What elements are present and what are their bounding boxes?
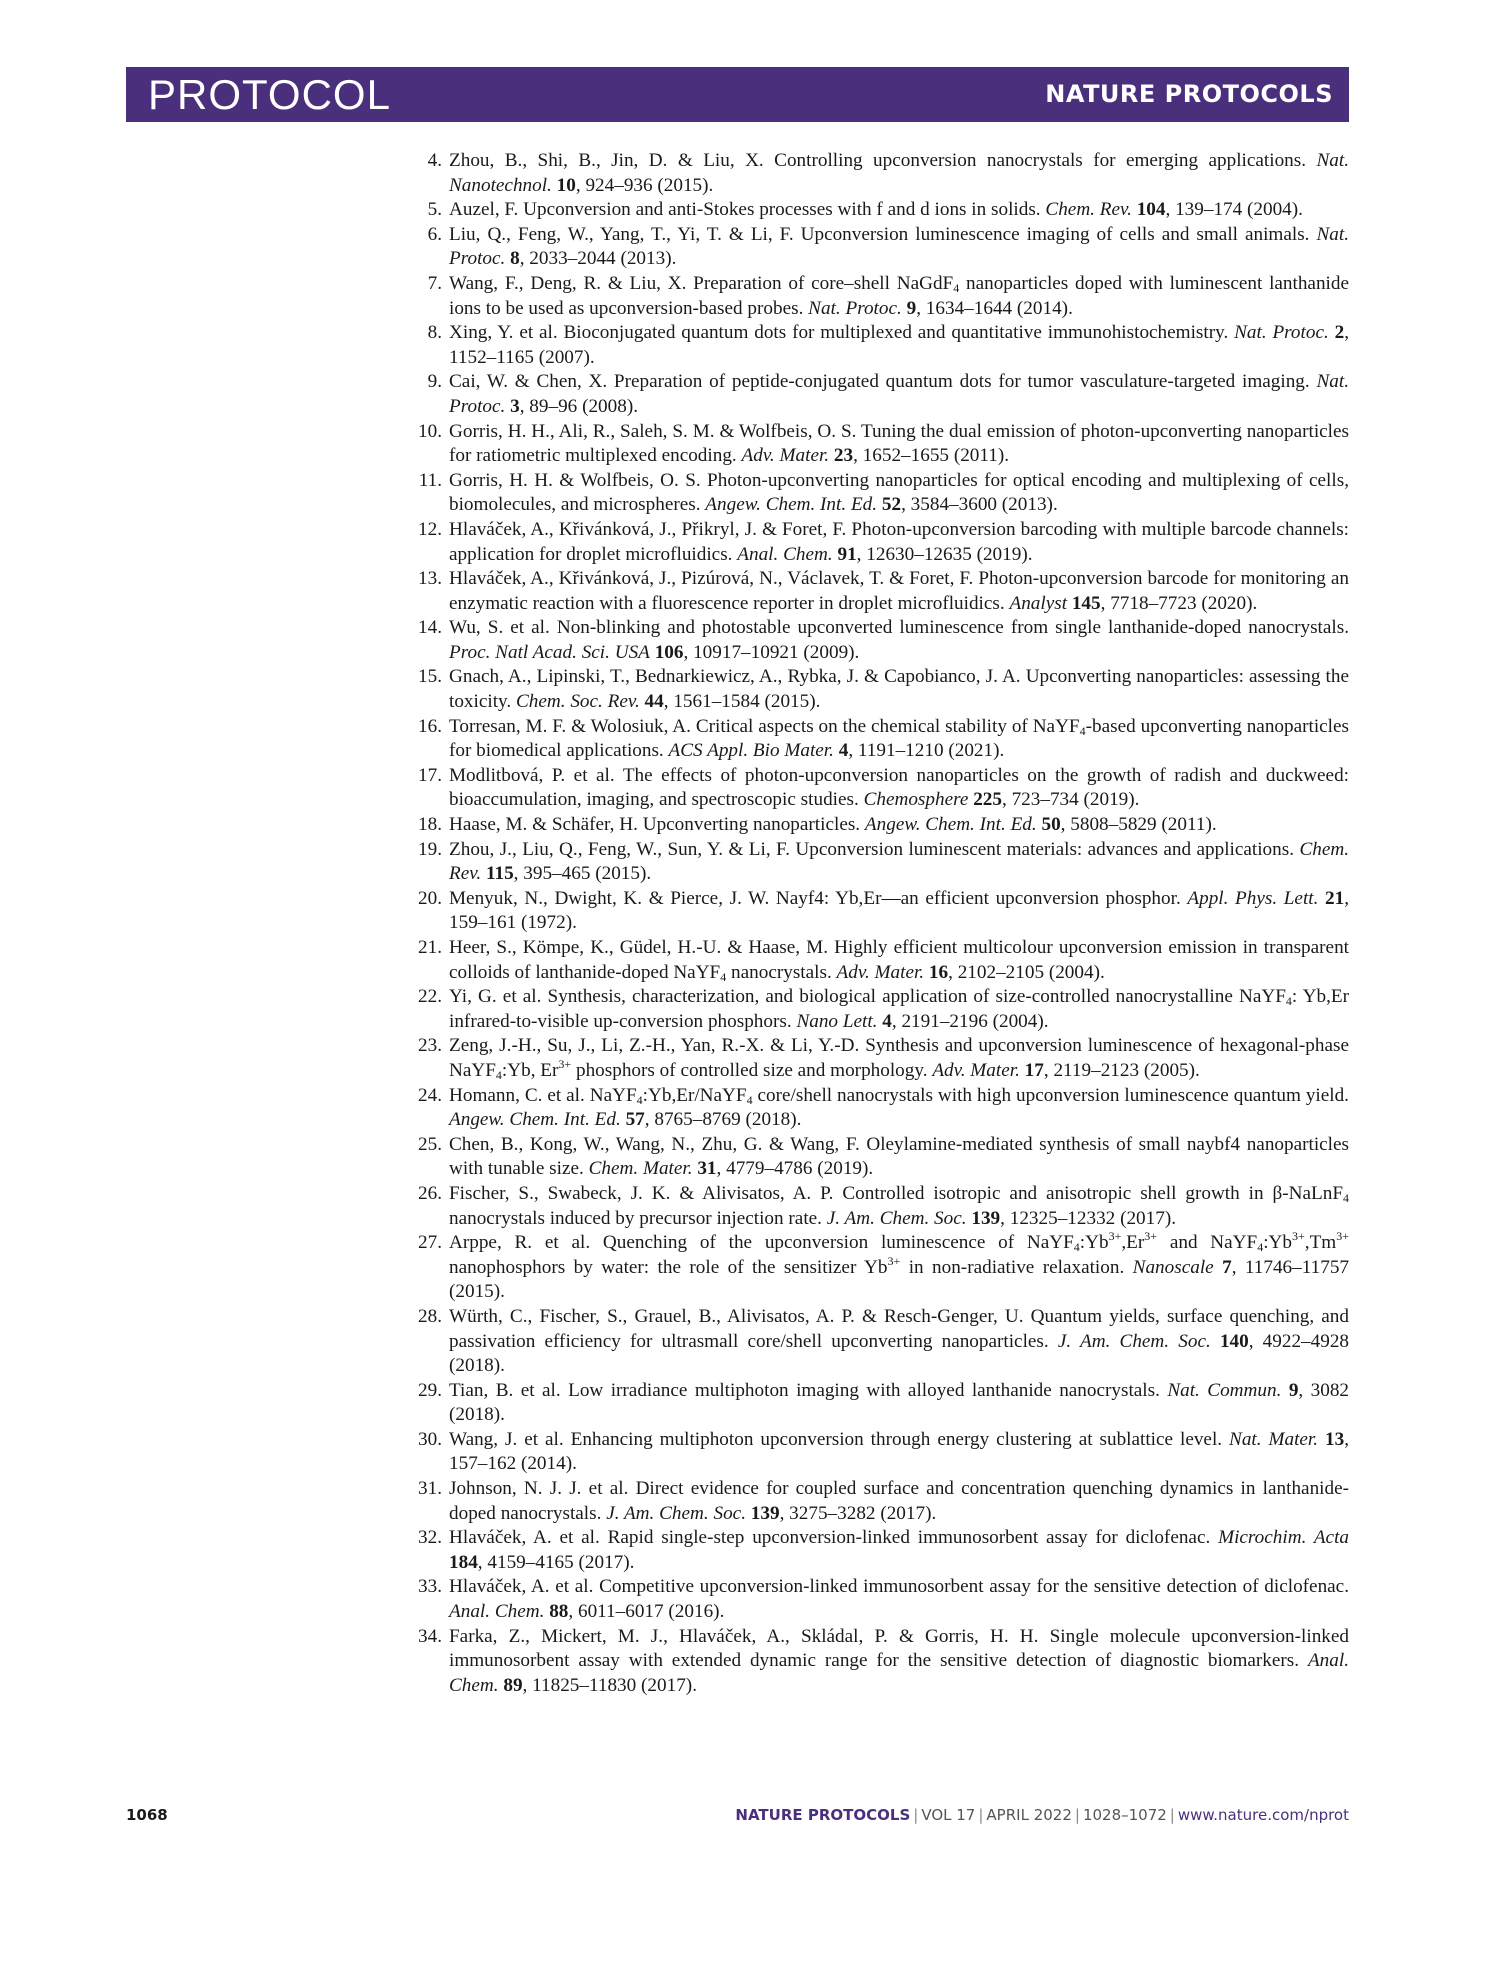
- reference-journal: Adv. Mater.: [836, 961, 925, 983]
- reference-number: 6.: [427, 223, 442, 245]
- footer-separator: |: [1169, 1806, 1175, 1824]
- reference-pages: , 11825–11830 (2017).: [522, 1674, 697, 1696]
- reference-volume: 44: [644, 691, 664, 713]
- reference-item: [420, 1428, 1349, 1477]
- reference-pages: , 2119–2123 (2005).: [1043, 1059, 1200, 1081]
- reference-pages: , 4159–4165 (2017).: [477, 1551, 635, 1573]
- reference-item: [420, 223, 1349, 272]
- reference-text: Zeng, J.-H., Su, J., Li, Z.-H., Yan, R.-X. & Li, Y.-D. Synthesis and upconversion luminescence of hexagonal-phase NaYF$_4$:Yb, $Er^{3+}$ phosphors of controlled size and morphology.: [449, 1035, 1349, 1082]
- reference-item: [420, 1379, 1349, 1428]
- footer-date: APRIL 2022: [986, 1806, 1072, 1824]
- reference-volume: 4: [838, 740, 849, 762]
- reference-journal: J. Am. Chem. Soc.: [826, 1207, 967, 1229]
- reference-item: [420, 420, 1349, 469]
- reference-volume: 13: [1325, 1428, 1345, 1450]
- reference-journal: Chem. Mater.: [588, 1158, 693, 1180]
- reference-pages: , 1652–1655 (2011).: [853, 445, 1010, 467]
- reference-number: 34.: [418, 1625, 442, 1647]
- reference-volume: 52: [881, 494, 902, 516]
- reference-pages: , 1152–1165 (2007).: [449, 322, 1349, 368]
- reference-volume: 9: [906, 297, 917, 319]
- reference-pages: , 3584–3600 (2013).: [901, 494, 1058, 516]
- reference-pages: , 8765–8769 (2018).: [644, 1109, 802, 1131]
- reference-volume: 50: [1041, 814, 1061, 836]
- reference-item: [420, 1305, 1349, 1379]
- reference-volume: 139: [971, 1207, 1001, 1229]
- reference-volume: 57: [625, 1109, 645, 1131]
- reference-text: Wu, S. et al. Non-blinking and photostable upconverted luminescence from single lanthanide-doped nanocrystals.: [449, 617, 1349, 639]
- reference-text: Torresan, M. F. & Wolosiuk, A. Critical aspects on the chemical stability of NaYF$_4$-based upconverting nanoparticles for biomedical applications.: [449, 715, 1349, 762]
- reference-text: Wang, J. et al. Enhancing multiphoton upconversion through energy clustering at sublattice level.: [449, 1428, 1230, 1450]
- reference-number: 31.: [418, 1478, 442, 1500]
- reference-pages: , 6011–6017 (2016).: [568, 1601, 725, 1623]
- reference-number: 24.: [418, 1084, 442, 1106]
- reference-number: 33.: [418, 1576, 442, 1598]
- reference-volume: 139: [750, 1502, 780, 1524]
- reference-journal: Nat. Mater.: [1229, 1428, 1319, 1450]
- reference-volume: 91: [837, 543, 857, 565]
- reference-journal: Angew. Chem. Int. Ed.: [449, 1109, 621, 1131]
- reference-text: Hlaváček, A. et al. Competitive upconversion-linked immunosorbent assay for the sensitive detection of diclofenac.: [449, 1576, 1349, 1598]
- reference-number: 9.: [427, 371, 442, 393]
- reference-number: 16.: [418, 715, 442, 737]
- reference-pages: , 89–96 (2008).: [519, 395, 639, 417]
- reference-pages: , 723–734 (2019).: [1001, 789, 1140, 811]
- reference-item: [420, 1034, 1349, 1083]
- reference-journal: Microchim. Acta: [1218, 1527, 1349, 1549]
- reference-journal: Anal. Chem.: [449, 1601, 545, 1623]
- reference-item: [420, 370, 1349, 419]
- reference-journal: ACS Appl. Bio Mater.: [668, 740, 834, 762]
- reference-item: [420, 616, 1349, 665]
- reference-text: Homann, C. et al. NaYF$_4$:Yb,Er/NaYF$_4$ core/shell nanocrystals with high upconversion luminescence quantum yield.: [449, 1084, 1349, 1107]
- reference-pages: , 7718–7723 (2020).: [1100, 592, 1258, 614]
- reference-journal: Analyst: [1009, 592, 1068, 614]
- reference-text: Tian, B. et al. Low irradiance multiphoton imaging with alloyed lanthanide nanocrystals.: [449, 1379, 1168, 1401]
- reference-journal: Adv. Mater.: [932, 1059, 1020, 1081]
- reference-journal: Anal. Chem.: [737, 543, 833, 565]
- reference-journal: Chemosphere: [863, 789, 969, 811]
- reference-text: Auzel, F. Upconversion and anti-Stokes processes with f and d ions in solids.: [449, 199, 1046, 221]
- reference-pages: , 10917–10921 (2009).: [683, 641, 860, 663]
- reference-journal: Nat. Nanotechnol.: [449, 150, 1349, 196]
- reference-number: 13.: [418, 568, 442, 590]
- reference-item: [420, 1477, 1349, 1526]
- reference-text: Menyuk, N., Dwight, K. & Pierce, J. W. Nayf4: Yb,Er—an efficient upconversion phosphor.: [449, 887, 1188, 909]
- reference-item: [420, 1625, 1349, 1699]
- footer-citation: [735, 1806, 1349, 1824]
- reference-pages: , 1191–1210 (2021).: [848, 740, 1005, 762]
- reference-number: 11.: [418, 469, 442, 491]
- reference-pages: , 4779–4786 (2019).: [716, 1158, 874, 1180]
- reference-volume: 115: [485, 863, 514, 885]
- reference-item: [420, 1182, 1349, 1231]
- reference-pages: , 1561–1584 (2015).: [663, 691, 821, 713]
- reference-pages: , 4922–4928 (2018).: [449, 1330, 1350, 1377]
- reference-number: 27.: [418, 1232, 442, 1254]
- reference-item: [420, 665, 1349, 714]
- reference-item: [420, 887, 1349, 936]
- reference-item: [420, 469, 1349, 518]
- footer-volume: VOL 17: [921, 1806, 976, 1824]
- reference-pages: , 395–465 (2015).: [513, 863, 652, 885]
- reference-volume: 10: [556, 174, 576, 196]
- reference-text: Xing, Y. et al. Bioconjugated quantum dots for multiplexed and quantitative immunohistochemistry.: [449, 322, 1235, 344]
- reference-pages: , 157–162 (2014).: [449, 1428, 1349, 1475]
- reference-volume: 9: [1288, 1379, 1299, 1401]
- reference-volume: 7: [1222, 1256, 1232, 1278]
- reference-journal: Nanoscale: [1132, 1256, 1214, 1278]
- reference-number: 30.: [418, 1428, 442, 1450]
- reference-volume: 88: [549, 1601, 569, 1623]
- reference-text: Gorris, H. H. & Wolfbeis, O. S. Photon-upconverting nanoparticles for optical encoding and multiplexing of cells, biomolecules, and microspheres.: [449, 469, 1349, 516]
- reference-text: Johnson, N. J. J. et al. Direct evidence for coupled surface and concentration quenching dynamics in lanthanide-doped nanocrystals.: [449, 1478, 1349, 1524]
- reference-number: 32.: [418, 1527, 442, 1549]
- reference-number: 23.: [418, 1035, 442, 1057]
- reference-volume: 21: [1325, 887, 1345, 909]
- reference-text: Gorris, H. H., Ali, R., Saleh, S. M. & Wolfbeis, O. S. Tuning the dual emission of photon-upconverting nanoparticles for ratiometric multiplexed encoding.: [449, 420, 1349, 467]
- reference-text: Gnach, A., Lipinski, T., Bednarkiewicz, A., Rybka, J. & Capobianco, J. A. Upconverting nanoparticles: assessing the toxicity.: [449, 666, 1349, 713]
- reference-item: [420, 715, 1349, 764]
- reference-volume: 140: [1219, 1330, 1249, 1352]
- reference-pages: , 3275–3282 (2017).: [779, 1502, 937, 1524]
- reference-number: 22.: [418, 986, 442, 1008]
- reference-text: Hlaváček, A., Křivánková, J., Pizúrová, N., Václavek, T. & Foret, F. Photon-upconversion barcode for monitoring an enzymatic reaction with a fluorescence reporter in droplet microfluidics.: [449, 568, 1349, 614]
- reference-number: 4.: [427, 150, 442, 171]
- reference-number: 10.: [418, 420, 442, 442]
- footer-separator: |: [913, 1806, 919, 1824]
- reference-number: 21.: [418, 937, 442, 958]
- reference-text: Wang, F., Deng, R. & Liu, X. Preparation of core–shell NaGdF$_4$ nanoparticles doped with luminescent lanthanide ions to be used as upconversion-based probes.: [449, 272, 1349, 319]
- reference-journal: Nat. Protoc.: [808, 297, 902, 319]
- reference-volume: 106: [654, 641, 684, 663]
- reference-volume: 2: [1334, 322, 1345, 344]
- reference-list: [420, 149, 1349, 1698]
- reference-volume: 104: [1136, 199, 1166, 221]
- reference-volume: 17: [1024, 1059, 1044, 1081]
- reference-volume: 225: [973, 789, 1002, 811]
- reference-text: Cai, W. & Chen, X. Preparation of peptide-conjugated quantum dots for tumor vasculature-targeted imaging.: [449, 371, 1317, 393]
- reference-item: [420, 813, 1349, 838]
- reference-journal: Chem. Soc. Rev.: [515, 691, 640, 713]
- reference-journal: Adv. Mater.: [741, 445, 830, 467]
- reference-journal: J. Am. Chem. Soc.: [1057, 1330, 1211, 1352]
- reference-journal: J. Am. Chem. Soc.: [606, 1502, 746, 1524]
- reference-number: 28.: [418, 1305, 442, 1327]
- reference-item: [420, 764, 1349, 813]
- reference-number: 14.: [418, 617, 442, 639]
- reference-item: [420, 321, 1349, 370]
- reference-journal: Proc. Natl Acad. Sci. USA: [449, 641, 650, 663]
- reference-pages: , 924–936 (2015).: [575, 174, 714, 196]
- reference-text: Zhou, B., Shi, B., Jin, D. & Liu, X. Controlling upconversion nanocrystals for emerging applications.: [449, 150, 1317, 171]
- reference-number: 8.: [427, 322, 442, 344]
- reference-journal: Chem. Rev.: [449, 838, 1349, 885]
- reference-volume: 31: [697, 1158, 717, 1180]
- reference-number: 25.: [418, 1133, 442, 1155]
- reference-journal: Nat. Commun.: [1167, 1379, 1282, 1401]
- reference-pages: , 12325–12332 (2017).: [1000, 1207, 1177, 1229]
- reference-volume: 184: [449, 1551, 478, 1573]
- reference-journal: Nat. Protoc.: [449, 371, 1349, 417]
- reference-item: [420, 198, 1349, 223]
- reference-item: [420, 1084, 1349, 1133]
- section-label: PROTOCOL: [148, 71, 391, 118]
- reference-text: Hlaváček, A., Křivánková, J., Přikryl, J. & Foret, F. Photon-upconversion barcoding with multiple barcode channels: application for droplet microfluidics.: [449, 518, 1349, 565]
- reference-item: [420, 518, 1349, 567]
- page-number: 1068: [126, 1806, 168, 1824]
- reference-journal: Nat. Protoc.: [1234, 322, 1329, 344]
- reference-item: [420, 936, 1349, 985]
- reference-pages: , 12630–12635 (2019).: [856, 543, 1033, 565]
- reference-item: [420, 1575, 1349, 1624]
- footer-pages: 1028–1072: [1082, 1806, 1167, 1824]
- reference-volume: 16: [928, 961, 949, 983]
- reference-volume: 3: [510, 395, 520, 417]
- reference-text: Hlaváček, A. et al. Rapid single-step upconversion-linked immunosorbent assay for diclofenac.: [449, 1527, 1219, 1549]
- reference-number: 29.: [418, 1379, 442, 1401]
- reference-volume: 4: [882, 1010, 892, 1032]
- reference-item: [420, 1231, 1349, 1305]
- reference-number: 17.: [418, 764, 442, 786]
- reference-number: 15.: [418, 666, 442, 688]
- reference-item: [420, 985, 1349, 1034]
- reference-journal: Chem. Rev.: [1045, 199, 1132, 221]
- reference-journal: Nano Lett.: [796, 1010, 878, 1032]
- reference-number: 12.: [418, 518, 442, 540]
- reference-pages: , 1634–1644 (2014).: [916, 297, 1073, 319]
- reference-volume: 145: [1071, 592, 1101, 614]
- footer-separator: |: [1074, 1806, 1080, 1824]
- reference-journal: Anal. Chem.: [449, 1650, 1349, 1696]
- reference-item: [420, 838, 1349, 887]
- reference-number: 18.: [418, 814, 442, 836]
- reference-text: Haase, M. & Schäfer, H. Upconverting nanoparticles.: [449, 814, 865, 836]
- reference-number: 19.: [418, 838, 442, 860]
- reference-volume: 89: [503, 1674, 523, 1696]
- reference-text: Zhou, J., Liu, Q., Feng, W., Sun, Y. & Li, F. Upconversion luminescent materials: advances and applications.: [449, 838, 1300, 860]
- reference-item: [420, 1133, 1349, 1182]
- reference-text: Yi, G. et al. Synthesis, characterization, and biological application of size-controlled nanocrystalline NaYF$_4$: Yb,Er infrared-to-visible up-conversion phosphors.: [449, 986, 1349, 1032]
- reference-item: [420, 149, 1349, 198]
- footer-separator: |: [978, 1806, 984, 1824]
- reference-number: 7.: [427, 272, 442, 294]
- reference-text: Liu, Q., Feng, W., Yang, T., Yi, T. & Li, F. Upconversion luminescence imaging of cells and small animals.: [449, 223, 1317, 245]
- reference-pages: , 11746–11757 (2015).: [449, 1256, 1350, 1303]
- footer-url-link[interactable]: www.nature.com/nprot: [1177, 1806, 1349, 1824]
- reference-item: [420, 272, 1349, 321]
- reference-number: 26.: [418, 1182, 442, 1204]
- reference-text: Würth, C., Fischer, S., Grauel, B., Alivisatos, A. P. & Resch-Genger, U. Quantum yields, surface quenching, and passivation efficiency for ultrasmall core/shell upconverting nanoparticles.: [449, 1305, 1349, 1352]
- reference-journal: Appl. Phys. Lett.: [1187, 887, 1319, 909]
- reference-pages: , 139–174 (2004).: [1165, 199, 1303, 221]
- reference-journal: Nat. Protoc.: [449, 223, 1349, 270]
- header-banner: [126, 67, 1349, 122]
- reference-text: Chen, B., Kong, W., Wang, N., Zhu, G. & Wang, F. Oleylamine-mediated synthesis of small naybf4 nanoparticles with tunable size.: [449, 1133, 1349, 1180]
- reference-journal: Angew. Chem. Int. Ed.: [705, 494, 878, 516]
- reference-pages: , 2033–2044 (2013).: [519, 248, 677, 270]
- reference-text: Fischer, S., Swabeck, J. K. & Alivisatos, A. P. Controlled isotropic and anisotropic shell growth in β-NaLnF$_4$ nanocrystals induced by precursor injection rate.: [449, 1182, 1349, 1229]
- reference-number: 20.: [418, 887, 442, 909]
- reference-text: Heer, S., Kömpe, K., Güdel, H.-U. & Haase, M. Highly efficient multicolour upconversion emission in transparent colloids of lanthanide-doped NaYF$_4$ nanocrystals.: [449, 937, 1349, 984]
- reference-item: [420, 567, 1349, 616]
- reference-pages: , 5808–5829 (2011).: [1060, 814, 1217, 836]
- reference-text: Arppe, R. et al. Quenching of the upconversion luminescence of $NaYF_4:Yb^{3+},Er^{3+}$ and $NaYF_4:Yb^{3+},Tm^{3+}$ nanophosphors by water: the role of the sensitizer $Yb^{3+}$ in non-radiative relaxation.: [449, 1229, 1349, 1278]
- reference-journal: Angew. Chem. Int. Ed.: [864, 814, 1037, 836]
- reference-text: Farka, Z., Mickert, M. J., Hlaváček, A., Skládal, P. & Gorris, H. H. Single molecule upconversion-linked immunosorbent assay with extended dynamic range for the sensitive detection of diagnostic biomarkers.: [449, 1625, 1349, 1672]
- reference-pages: , 2102–2105 (2004).: [948, 961, 1105, 983]
- reference-volume: 23: [833, 445, 854, 467]
- reference-pages: , 2191–2196 (2004).: [891, 1010, 1049, 1032]
- reference-pages: , 3082 (2018).: [449, 1379, 1350, 1426]
- journal-label: NATURE PROTOCOLS: [1045, 80, 1333, 108]
- reference-pages: , 159–161 (1972).: [449, 887, 1350, 934]
- reference-item: [420, 1526, 1349, 1575]
- reference-text: Modlitbová, P. et al. The effects of photon-upconversion nanoparticles on the growth of radish and duckweed: bioaccumulation, imaging, and spectroscopic studies.: [449, 764, 1349, 811]
- footer-journal: NATURE PROTOCOLS: [735, 1806, 911, 1824]
- reference-volume: 8: [510, 248, 520, 270]
- reference-number: 5.: [427, 199, 442, 221]
